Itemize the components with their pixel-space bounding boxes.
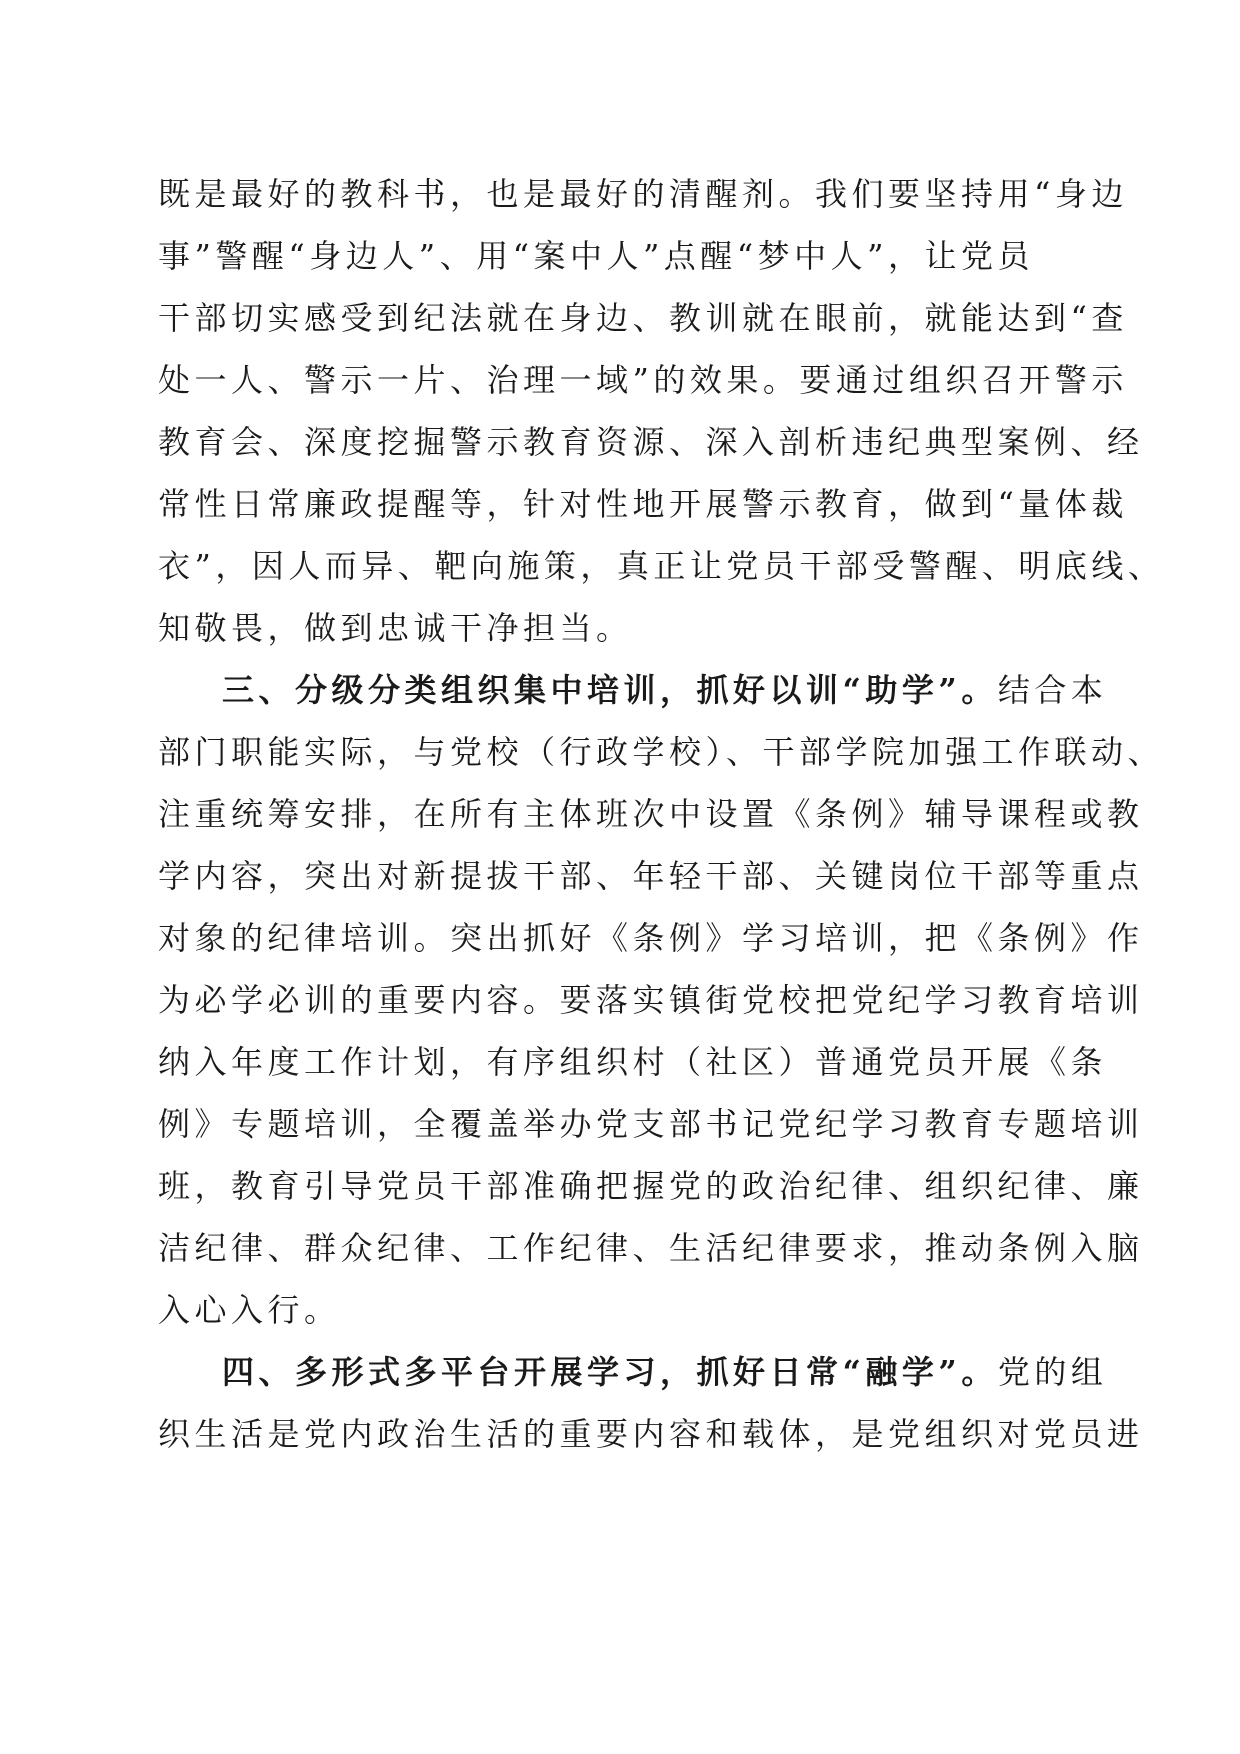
paragraph-line: 学内容，突出对新提拔干部、年轻干部、关键岗位干部等重点 (158, 857, 1144, 895)
paragraph-line: 知敬畏，做到忠诚干净担当。 (158, 609, 633, 647)
section-3-lead-text: 结合本 (997, 671, 1108, 709)
paragraph-line: 衣”，因人而异、靶向施策，真正让党员干部受警醒、明底线、 (158, 547, 1165, 585)
paragraph-line: 为必学必训的重要内容。要落实镇街党校把党纪学习教育培训 (158, 981, 1144, 1019)
section-3-first-line (222, 670, 1108, 710)
paragraph-line: 处一人、警示一片、治理一域”的效果。要通过组织召开警示 (158, 361, 1128, 399)
paragraph-line: 织生活是党内政治生活的重要内容和载体，是党组织对党员进 (158, 1415, 1144, 1453)
paragraph-line: 洁纪律、群众纪律、工作纪律、生活纪律要求，推动条例入脑 (158, 1229, 1144, 1267)
paragraph-line: 干部切实感受到纪法就在身边、教训就在眼前，就能达到“查 (158, 299, 1128, 337)
paragraph-line: 部门职能实际，与党校（行政学校）、干部学院加强工作联动、 (158, 733, 1165, 771)
section-4-heading: 四、多形式多平台开展学习，抓好日常“融学”。 (222, 1353, 998, 1391)
paragraph-line: 班，教育引导党员干部准确把握党的政治纪律、组织纪律、廉 (158, 1167, 1144, 1205)
paragraph-line: 纳入年度工作计划，有序组织村（社区）普通党员开展《条 (158, 1043, 1108, 1081)
paragraph-line: 例》专题培训，全覆盖举办党支部书记党纪学习教育专题培训 (158, 1105, 1144, 1143)
paragraph-line: 对象的纪律培训。突出抓好《条例》学习培训，把《条例》作 (158, 919, 1144, 957)
paragraph-line: 常性日常廉政提醒等，针对性地开展警示教育，做到“量体裁 (158, 485, 1128, 523)
section-4-first-line (222, 1352, 1108, 1392)
section-4-lead-text: 党的组 (997, 1353, 1108, 1391)
paragraph-line: 既是最好的教科书，也是最好的清醒剂。我们要坚持用“身边 (158, 175, 1128, 213)
paragraph-line: 教育会、深度挖掘警示教育资源、深入剖析违纪典型案例、经 (158, 423, 1144, 461)
paragraph-line: 事”警醒“身边人”、用“案中人”点醒“梦中人”，让党员 (158, 237, 1035, 275)
paragraph-line: 注重统筹安排，在所有主体班次中设置《条例》辅导课程或教 (158, 795, 1144, 833)
paragraph-line: 入心入行。 (158, 1291, 341, 1329)
section-3-heading: 三、分级分类组织集中培训，抓好以训“助学”。 (222, 671, 998, 709)
